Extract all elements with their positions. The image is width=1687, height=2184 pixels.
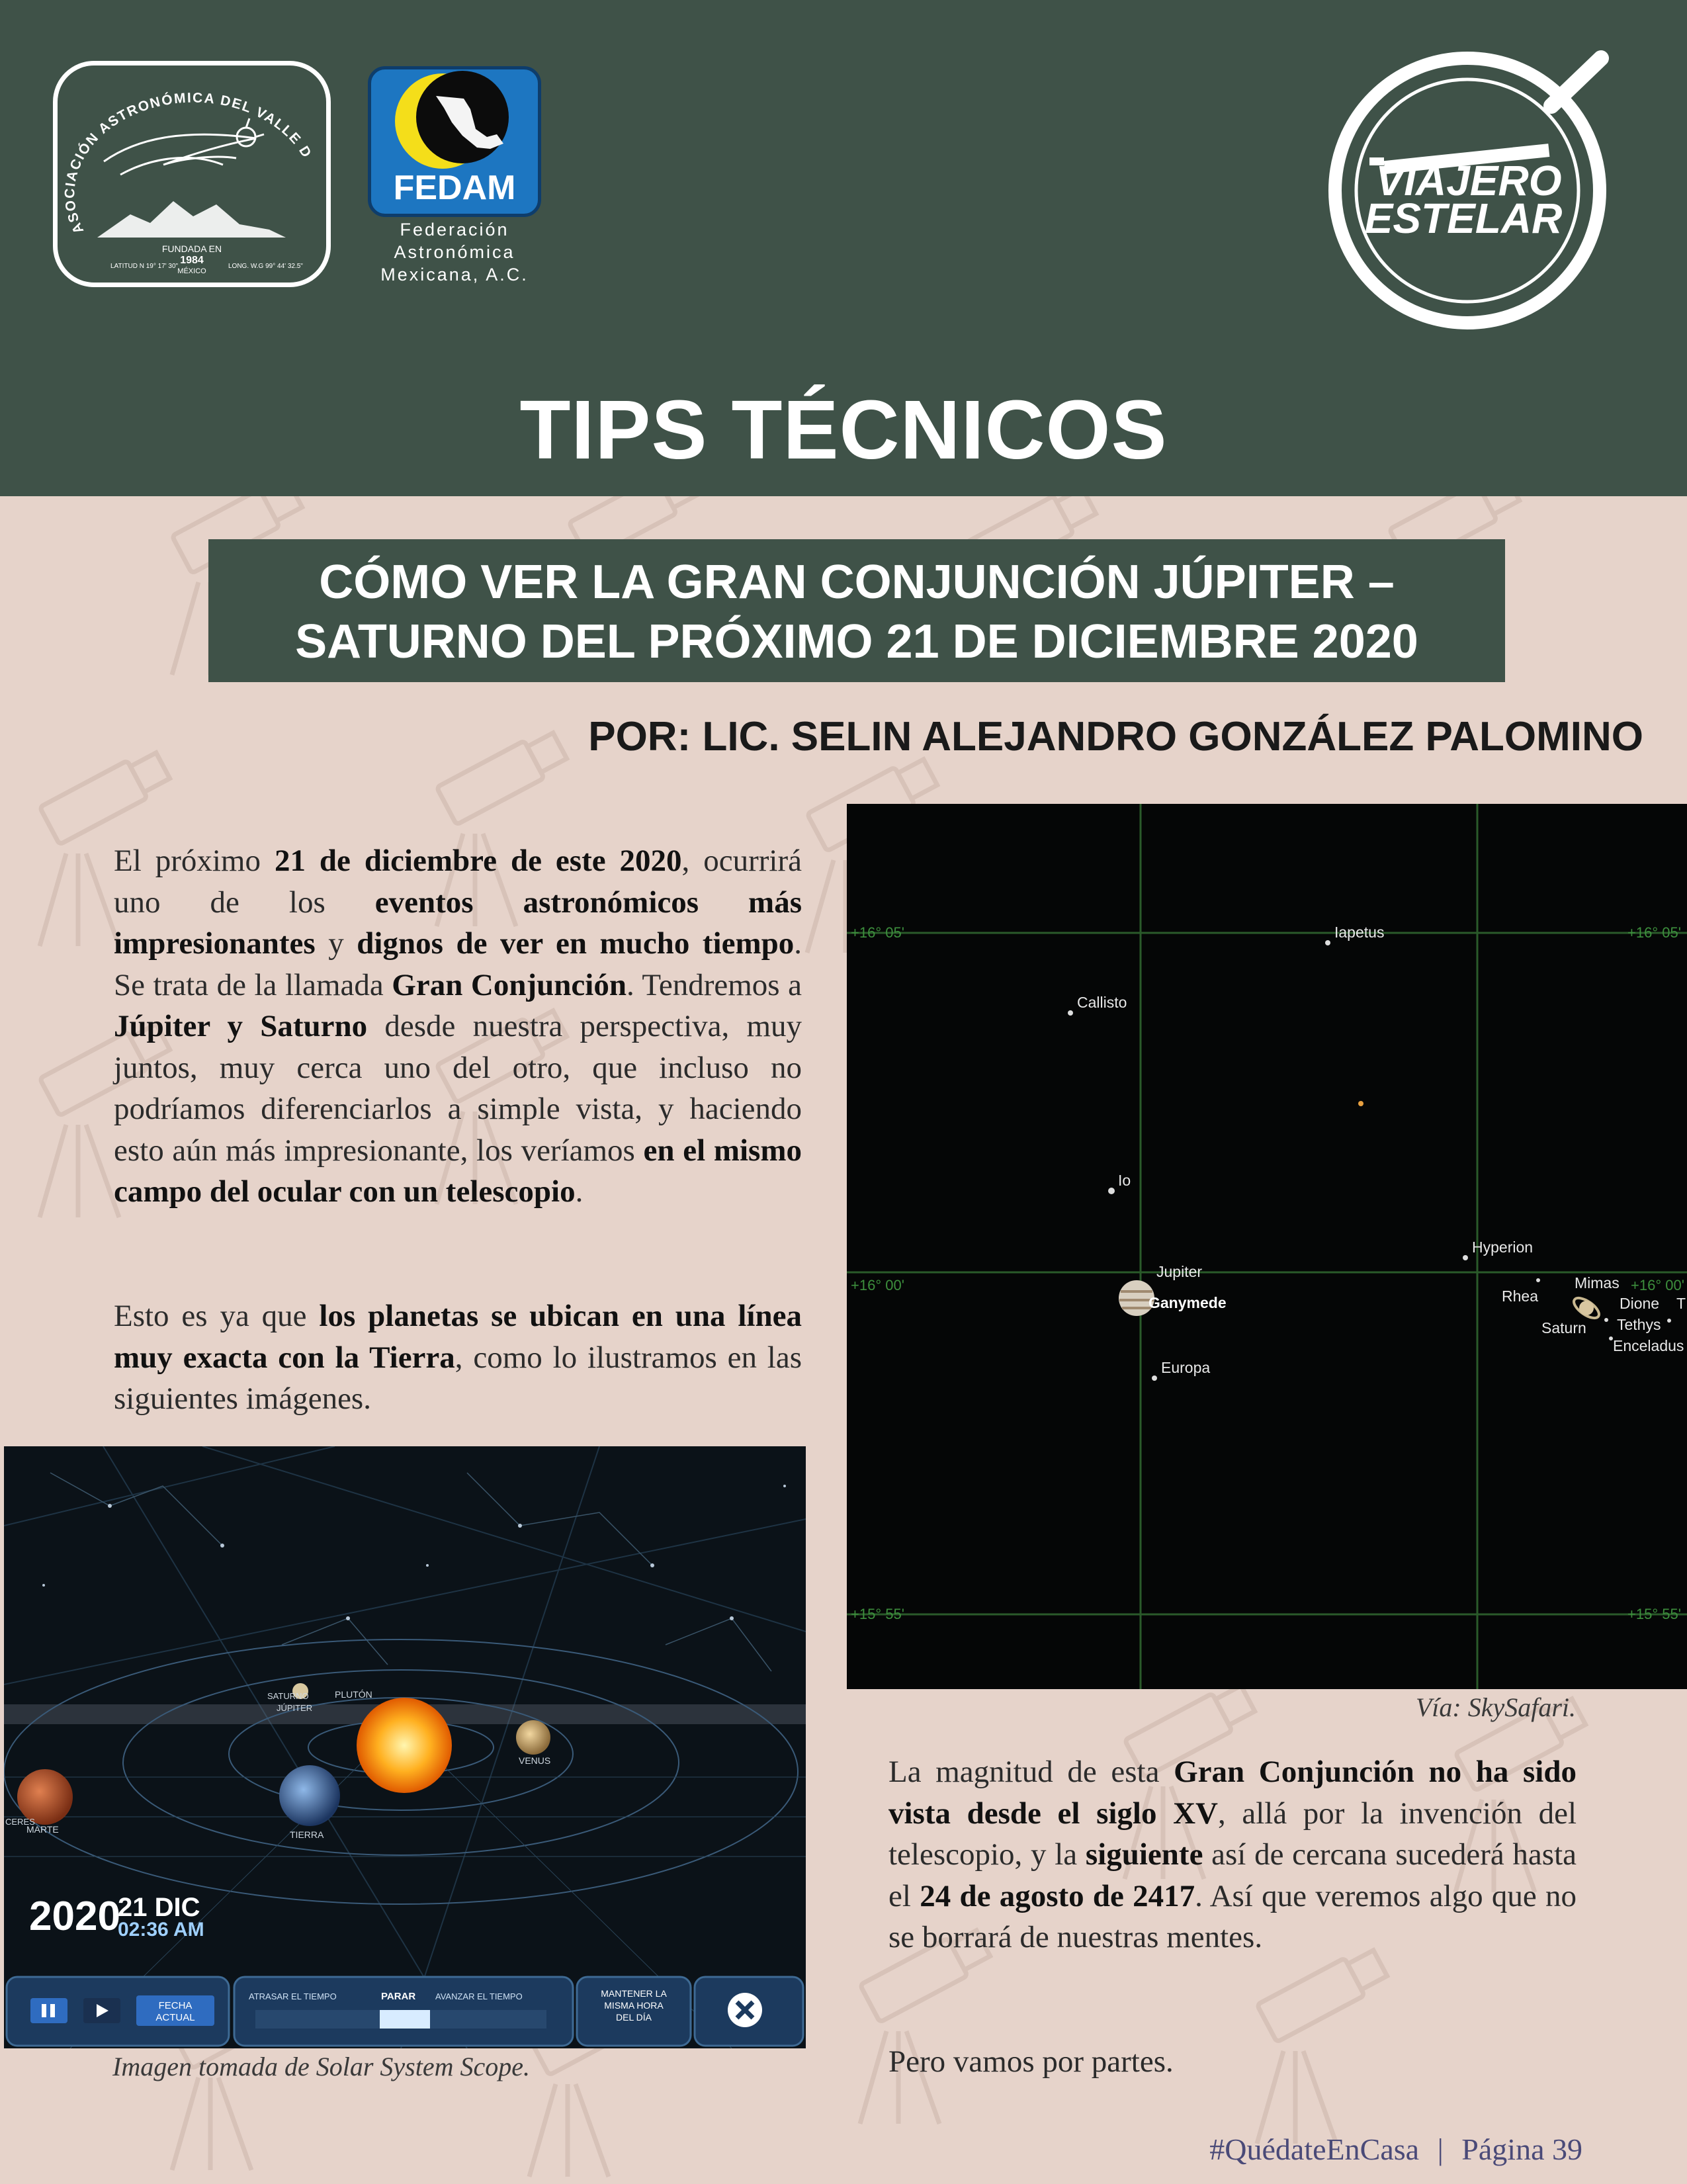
- date-day: 21 DIC: [118, 1893, 200, 1922]
- text-run: desde nuestra perspectiva, muy juntos, muy cerca uno del otro, que incluso no podríamos diferenciarlos a simple vista, y haciendo esto aún más impresionante, los veríamos: [114, 1009, 802, 1168]
- label-enceladus: Enceladus: [1613, 1337, 1684, 1354]
- label-pluton: PLUTÓN: [335, 1689, 372, 1700]
- text-run: . Tendremos a: [626, 967, 802, 1002]
- bold-text-run: Gran Conjunción: [392, 967, 627, 1002]
- text-run: , ocurrirá uno de los: [114, 844, 802, 920]
- label-venus: VENUS: [519, 1755, 551, 1766]
- grid-label: +15° 55': [1627, 1606, 1681, 1622]
- moon-iapetus: [1325, 940, 1330, 945]
- avt-long: LONG. W.G 99° 44' 32.5": [228, 263, 303, 270]
- solar-system-scope-image: [4, 1446, 806, 2048]
- bold-text-run: Gran Conjunción no ha sido vista desde el siglo XV: [888, 1755, 1577, 1831]
- time-slider-thumb[interactable]: [380, 2010, 430, 2029]
- label-marte: MARTE: [26, 1824, 59, 1835]
- page-title: TIPS TÉCNICOS: [519, 383, 1168, 476]
- mantener-line2[interactable]: MISMA HORA: [604, 2000, 664, 2011]
- label-saturno: SATURNO: [267, 1691, 309, 1701]
- footer-page-number: Página 39: [1461, 2132, 1582, 2166]
- bold-text-run: 24 de agosto de 2417: [920, 1878, 1195, 1913]
- avt-founded: FUNDADA EN: [161, 243, 222, 254]
- close-button[interactable]: [728, 1993, 762, 2027]
- label-europa: Europa: [1161, 1359, 1211, 1376]
- pause-button[interactable]: [30, 1998, 67, 2023]
- text-run: así de cercana sucederá hasta el: [888, 1837, 1577, 1913]
- fedam-org-line: Astronómica: [394, 242, 515, 262]
- text-run: , allá por la invención del telescopio, y la: [888, 1796, 1577, 1872]
- text-run: La magnitud de esta: [888, 1755, 1174, 1789]
- date-year: 2020: [29, 1894, 120, 1939]
- article-title-line: SATURNO DEL PRÓXIMO 21 DE DICIEMBRE 2020: [295, 615, 1418, 668]
- label-iapetus: Iapetus: [1334, 924, 1385, 941]
- fedam-wordmark: FEDAM: [393, 169, 516, 207]
- avt-lat: LATITUD N 19° 17' 30": [110, 263, 179, 270]
- play-button[interactable]: [83, 1998, 120, 2023]
- solar-scope-credit: Imagen tomada de Solar System Scope.: [112, 2052, 530, 2081]
- avt-year: 1984: [180, 255, 204, 266]
- bold-text-run: 21 de diciembre de este 2020: [274, 844, 682, 878]
- actual-label: ACTUAL: [155, 2012, 195, 2023]
- bold-text-run: en el mismo campo del ocular con un telescopio: [114, 1133, 802, 1209]
- parar-button[interactable]: PARAR: [381, 1991, 416, 2002]
- moon-hyperion: [1463, 1255, 1468, 1260]
- label-hyperion: Hyperion: [1472, 1239, 1534, 1256]
- label-titan-partial: T: [1676, 1295, 1686, 1312]
- text-run: Esto es ya que: [114, 1299, 320, 1333]
- bold-text-run: dignos de ver en mucho tiempo: [357, 926, 795, 961]
- moon-rhea: [1536, 1278, 1540, 1282]
- paragraph-closing: [888, 2041, 1577, 2083]
- page-footer: [1204, 2132, 1588, 2167]
- label-dione: Dione: [1620, 1295, 1660, 1312]
- label-tierra: TIERRA: [290, 1829, 324, 1840]
- label-jupiter: JÚPITER: [277, 1703, 313, 1713]
- bold-text-run: siguiente: [1085, 1837, 1203, 1872]
- text-run: y: [315, 926, 357, 961]
- planet-saturn: [1579, 1301, 1594, 1315]
- viajero-line1: VIAJERO: [1375, 157, 1562, 204]
- avt-logo: [53, 61, 331, 287]
- text-run: . Se trata de la llamada: [114, 926, 802, 1002]
- planet-venus: [516, 1720, 550, 1755]
- fecha-actual-button[interactable]: [136, 1995, 214, 2026]
- label-ganymede: Ganymede: [1148, 1294, 1227, 1311]
- moon-europa: [1152, 1376, 1157, 1381]
- label-mimas: Mimas: [1575, 1274, 1620, 1291]
- label-callisto: Callisto: [1077, 994, 1127, 1011]
- planet-earth: [279, 1765, 340, 1826]
- avt-country: MÉXICO: [177, 267, 206, 275]
- text-run: .: [575, 1174, 584, 1209]
- label-saturn: Saturn: [1541, 1319, 1586, 1336]
- text-run: , como lo ilustramos en las siguientes imágenes.: [114, 1340, 802, 1416]
- viajero-line2: ESTELAR: [1364, 195, 1563, 242]
- label-tethys: Tethys: [1617, 1316, 1661, 1333]
- moon-callisto: [1068, 1010, 1073, 1016]
- grid-label: +16° 00': [851, 1277, 904, 1293]
- label-jupiter: Jupiter: [1156, 1263, 1203, 1280]
- grid-label: +16° 00': [1631, 1277, 1684, 1293]
- footer-hashtag: #QuédateEnCasa: [1209, 2132, 1420, 2166]
- svg-text:ASOCIACIÓN ASTRONÓMICA DEL VAL: [58, 66, 315, 236]
- article-title-line: CÓMO VER LA GRAN CONJUNCIÓN JÚPITER –: [319, 556, 1395, 609]
- label-ceres: CERES: [5, 1817, 35, 1827]
- viajero-estelar-logo: [1323, 40, 1627, 344]
- text-run: El próximo: [114, 844, 275, 878]
- fedam-org-line: Mexicana, A.C.: [380, 265, 529, 284]
- star-point: [1358, 1101, 1363, 1106]
- skysafari-credit: Vía: SkySafari.: [1415, 1692, 1576, 1722]
- paragraph-intro: [114, 840, 802, 1213]
- bold-text-run: eventos astronómicos más impresionantes: [114, 885, 802, 961]
- text-run: . Así que veremos algo que no se borrará de nuestras mentes.: [888, 1878, 1577, 1954]
- text-run: Pero vamos por partes.: [888, 2044, 1174, 2079]
- grid-label: +16° 05': [1627, 924, 1681, 941]
- sun: [357, 1698, 452, 1793]
- avt-logo-ring-text: ASOCIACIÓN ASTRONÓMICA DEL VALLE D: [62, 90, 315, 236]
- grid-label: +15° 55': [851, 1606, 904, 1622]
- mantener-line1[interactable]: MANTENER LA: [601, 1988, 667, 1999]
- pause-icon: [42, 2004, 46, 2017]
- article-title-box: [208, 539, 1505, 682]
- label-io: Io: [1118, 1172, 1131, 1189]
- fedam-org-line: Federación: [400, 220, 509, 240]
- moon-io: [1108, 1188, 1115, 1194]
- atrasar-tiempo-button[interactable]: ATRASAR EL TIEMPO: [249, 1991, 337, 2001]
- bold-text-run: Júpiter y Saturno: [114, 1009, 368, 1043]
- paragraph-magnitude: [888, 1751, 1577, 1958]
- paragraph-alignment: [114, 1295, 802, 1420]
- fecha-label: FECHA: [158, 2000, 193, 2011]
- label-rhea: Rhea: [1502, 1288, 1538, 1305]
- avanzar-tiempo-button[interactable]: AVANZAR EL TIEMPO: [435, 1991, 523, 2001]
- date-time: 02:36 AM: [118, 1919, 204, 1941]
- grid-label: +16° 05': [851, 924, 904, 941]
- article-author: POR: LIC. SELIN ALEJANDRO GONZÁLEZ PALOMINO: [588, 714, 1643, 760]
- mantener-line3[interactable]: DEL DÍA: [616, 2012, 652, 2023]
- bold-text-run: los planetas se ubican en una línea muy exacta con la Tierra: [114, 1299, 802, 1375]
- footer-separator: |: [1437, 2132, 1444, 2166]
- fedam-logo: [368, 66, 541, 217]
- fedam-org-name: [361, 218, 548, 286]
- skysafari-image: [847, 804, 1687, 1689]
